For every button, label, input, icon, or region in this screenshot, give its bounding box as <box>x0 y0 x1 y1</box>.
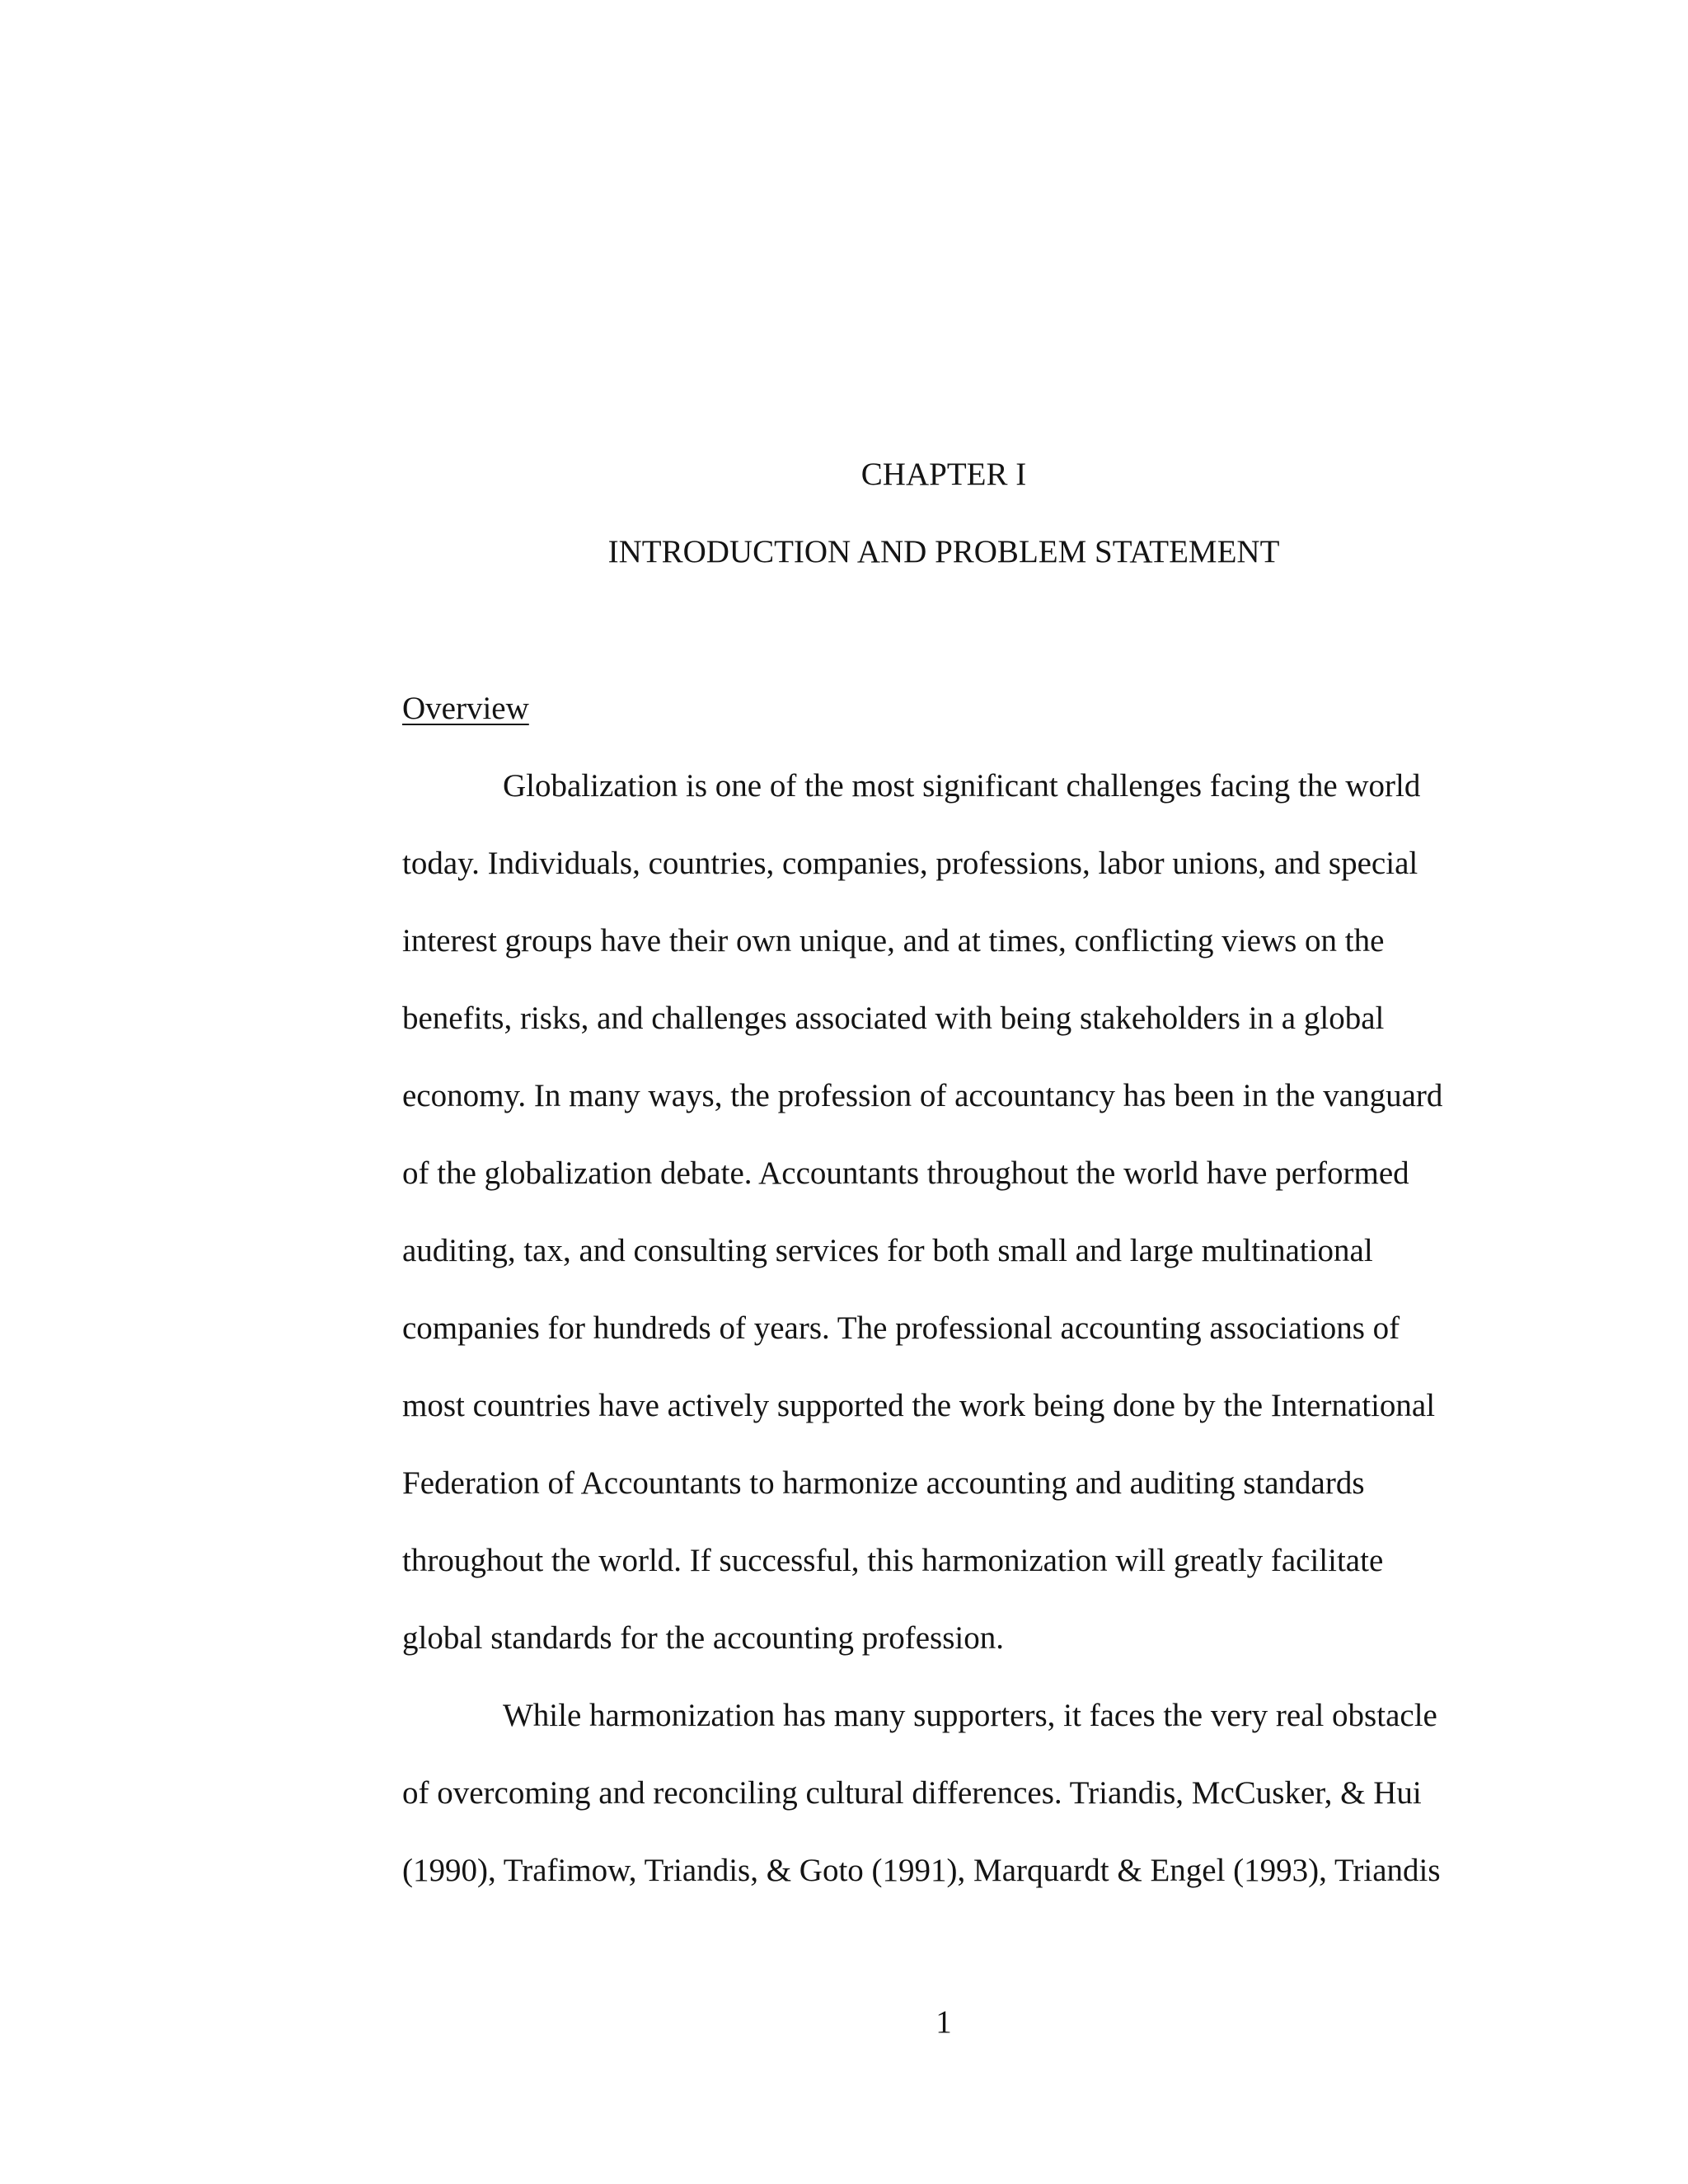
paragraph-line: Globalization is one of the most significant challenges facing the world <box>503 768 1421 804</box>
paragraph-line: global standards for the accounting profession. <box>402 1620 1004 1656</box>
section-heading-overview: Overview <box>402 691 529 726</box>
paragraph-line: interest groups have their own unique, and at times, conflicting views on the <box>402 923 1385 958</box>
paragraph-line: Federation of Accountants to harmonize accounting and auditing standards <box>402 1465 1365 1501</box>
paragraph-line: of the globalization debate. Accountants throughout the world have performed <box>402 1155 1409 1191</box>
paragraph-line: today. Individuals, countries, companies, professions, labor unions, and special <box>402 846 1418 881</box>
chapter-number: CHAPTER I <box>860 457 1027 492</box>
paragraph-line: throughout the world. If successful, this harmonization will greatly facilitate <box>402 1543 1384 1578</box>
paragraph-line: companies for hundreds of years. The professional accounting associations of <box>402 1310 1400 1346</box>
paragraph-line: While harmonization has many supporters, it faces the very real obstacle <box>503 1698 1437 1733</box>
paragraph-line: of overcoming and reconciling cultural differences. Triandis, McCusker, & Hui <box>402 1775 1422 1811</box>
paragraph-line: economy. In many ways, the profession of accountancy has been in the vanguard <box>402 1078 1443 1113</box>
paragraph-line: (1990), Trafimow, Triandis, & Goto (1991), Marquardt & Engel (1993), Triandis <box>402 1853 1441 1888</box>
page-number: 1 <box>935 2004 952 2040</box>
paragraph-line: most countries have actively supported the work being done by the International <box>402 1388 1436 1423</box>
paragraph-line: benefits, risks, and challenges associated with being stakeholders in a global <box>402 1001 1385 1036</box>
chapter-title: INTRODUCTION AND PROBLEM STATEMENT <box>607 534 1280 569</box>
paragraph-line: auditing, tax, and consulting services for both small and large multinational <box>402 1233 1373 1268</box>
